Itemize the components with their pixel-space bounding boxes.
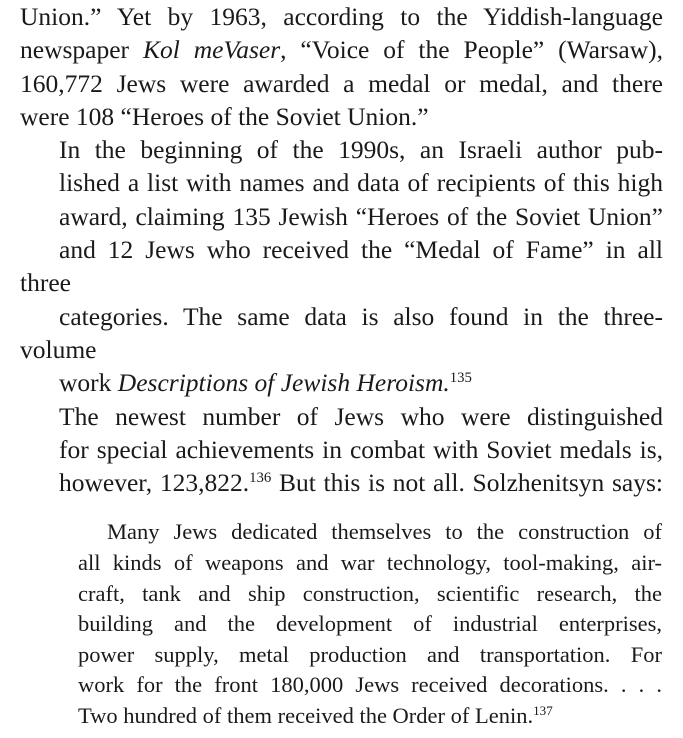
- quote-line: building and the development of industrial enterprises,: [78, 611, 662, 637]
- quote-line: all kinds of weapons and war technology, tool-making, air-: [78, 550, 662, 576]
- text-line: award, claiming 135 Jewish “Heroes of the Soviet Union”: [59, 201, 663, 231]
- paragraph-newest-number: [20, 400, 663, 500]
- text-line: The newest number of Jews who were distinguished: [59, 401, 663, 431]
- block-quote-solzhenitsyn: [78, 517, 662, 731]
- text-span: work: [59, 368, 118, 398]
- quote-line: work for the front 180,000 Jews received decorations. . . .: [78, 672, 662, 698]
- book-title: Descriptions of Jewish Heroism.: [117, 368, 450, 398]
- quote-line: Many Jews dedicated themselves to the construction of: [107, 519, 662, 545]
- text-span: Two hundred of them received the Order of Lenin.: [78, 703, 534, 729]
- book-page: [20, 0, 663, 732]
- text-line: [20, 466, 663, 499]
- paragraph-medal-counts: [20, 0, 663, 133]
- footnote-marker: 135: [449, 370, 472, 387]
- text-span: however, 123,822.: [59, 468, 250, 498]
- quote-line: power supply, metal production and transportation. For: [78, 641, 662, 667]
- text-line: categories. The same data is also found in the three-volume: [20, 301, 663, 364]
- text-span: But this is not all. Solzhenitsyn says:: [271, 468, 663, 498]
- paragraph-israeli-author: [20, 133, 663, 399]
- text-line: Union.” Yet by 1963, according to the Yiddish-language: [20, 2, 663, 31]
- text-line: lished a list with names and data of recipients of this high: [59, 168, 663, 198]
- footnote-marker: 137: [533, 702, 553, 718]
- quote-line: craft, tank and ship construction, scientific research, the: [78, 580, 662, 606]
- text-line: In the beginning of the 1990s, an Israeli author pub-: [59, 135, 663, 165]
- text-line: [20, 366, 663, 399]
- footnote-marker: 136: [249, 470, 272, 486]
- text-line: and 12 Jews who received the “Medal of Fame” in all three: [20, 235, 663, 298]
- text-line: were 108 “Heroes of the Soviet Union.”: [20, 101, 429, 131]
- text-line: [20, 33, 663, 66]
- text-span: , “Voice of the People” (Warsaw),: [280, 35, 663, 65]
- text-line: 160,772 Jews were awarded a medal or medal, and there: [20, 68, 663, 98]
- text-line: for special achievements in combat with Soviet medals is,: [59, 434, 663, 464]
- quote-line: [78, 701, 662, 732]
- newspaper-title: Kol meVaser: [142, 35, 281, 65]
- text-span: newspaper: [20, 35, 143, 65]
